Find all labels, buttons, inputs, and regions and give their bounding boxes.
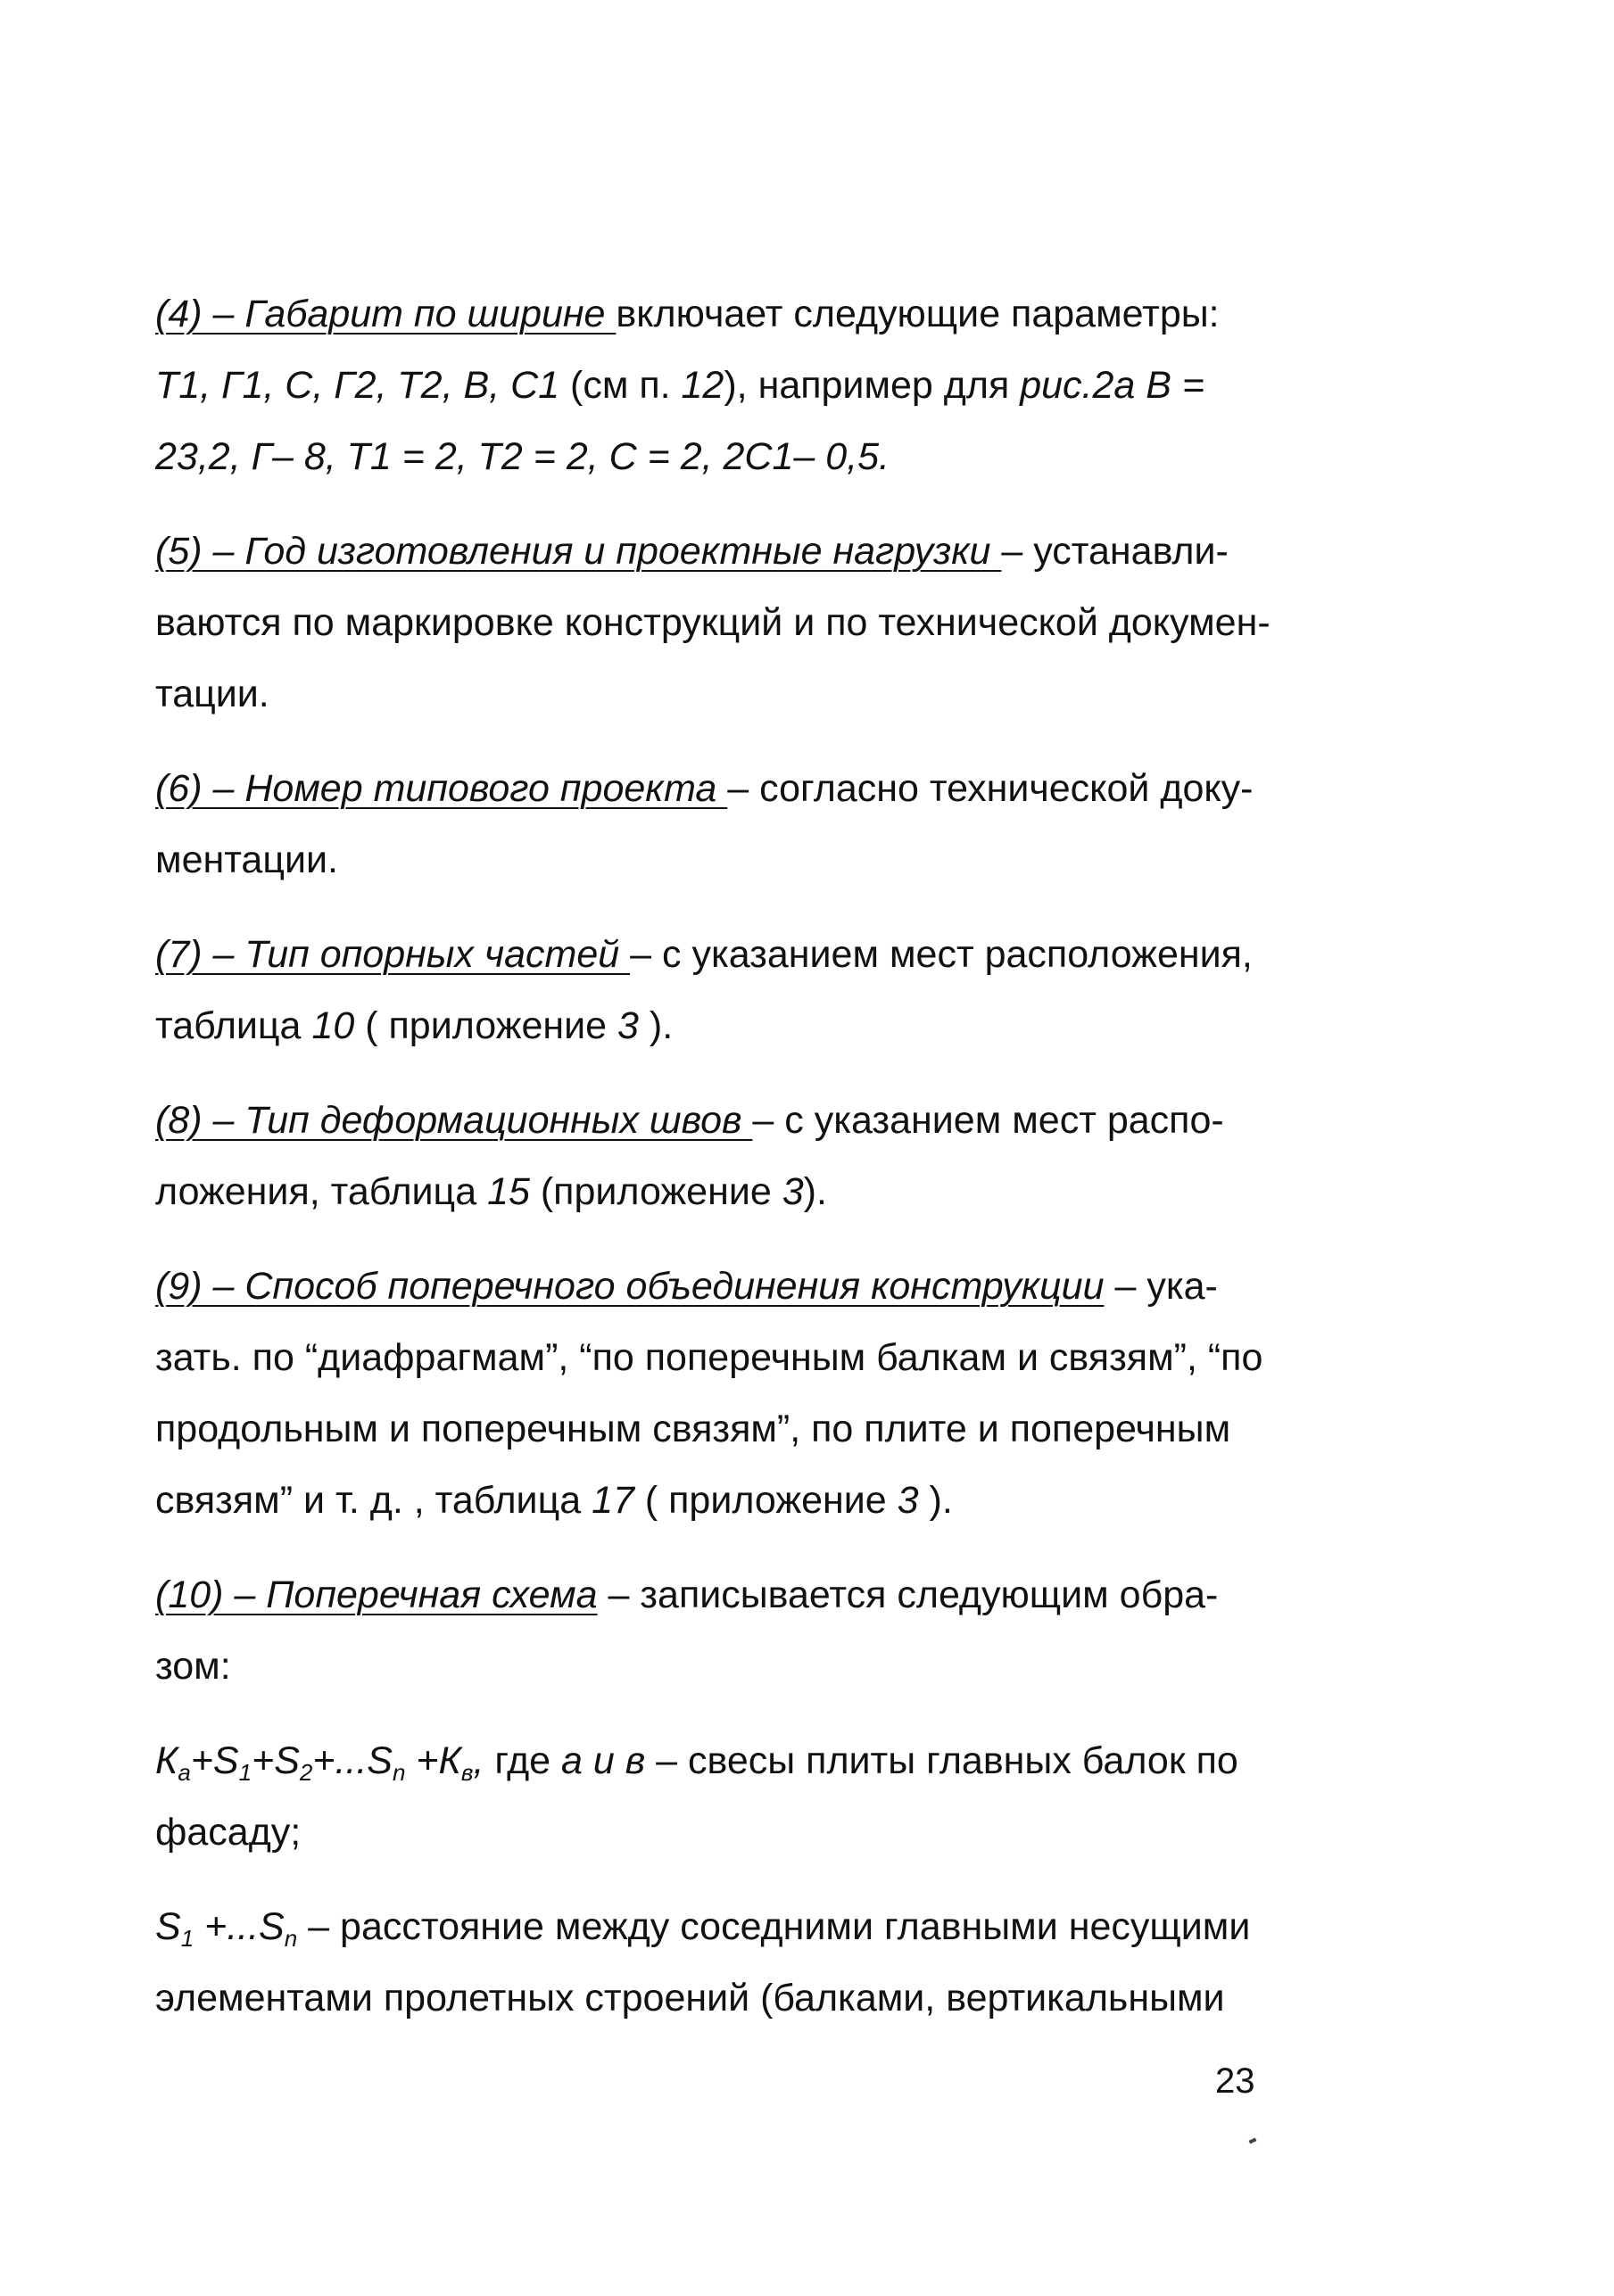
line [155,350,1271,421]
subscript: 2 [299,1759,313,1786]
s-definition-paragraph [155,1891,1271,2034]
appendix-number: 3 [617,1004,639,1047]
formula-symbol: +S [252,1739,300,1782]
text: ложения, таблица [155,1170,488,1213]
formula-symbol: S [155,1905,181,1948]
appendix-number: 3 [897,1479,919,1522]
line [155,919,1271,990]
table-number: 15 [487,1170,530,1213]
line [155,278,1271,350]
paragraph-10 [155,1559,1271,1702]
text: – записывается следующим обра- [597,1573,1219,1616]
subscript: n [284,1925,298,1952]
text: – с указанием мест распо- [752,1099,1224,1142]
formula-symbol: К [155,1739,178,1782]
subscript: n [392,1759,406,1786]
line: продольным и поперечным связям”, по плите и поперечным [155,1408,1231,1450]
line [155,1465,1271,1536]
text: – с указанием мест расположения, [630,933,1253,976]
table-number: 17 [592,1479,634,1522]
line [155,1085,1271,1156]
text: ). [803,1170,827,1213]
text: ). [638,1004,674,1047]
text: – устанавли- [1001,530,1229,573]
paragraph-4 [155,278,1271,492]
line: ваются по маркировке конструкций и по технической докумен- [155,601,1271,644]
line [155,421,1271,492]
text: – расстояние между соседними главными несущими [297,1905,1251,1948]
formula-variables: а и в [561,1739,646,1782]
subscript: 1 [238,1759,252,1786]
paragraph-6 [155,753,1271,896]
paragraph-heading: (5) – Год изготовления и проектные нагрузки [155,530,1002,573]
paragraph-7 [155,919,1271,1061]
line [155,753,1271,824]
line [155,990,1271,1061]
scan-speck [1249,2137,1257,2143]
line [155,1251,1271,1322]
formula-symbol: +К [405,1739,461,1782]
paragraph-8 [155,1085,1271,1227]
paragraph-5 [155,516,1271,730]
formula-symbol: +...S [194,1905,285,1948]
figure-reference: рис.2а В = [1020,364,1204,407]
line [155,1559,1271,1631]
text: – согласно технической доку- [727,767,1254,810]
line: фасаду; [155,1811,302,1854]
subscript: а [178,1759,191,1786]
text: (приложение [529,1170,782,1213]
text: (см п. [559,364,682,407]
line [155,516,1271,587]
formula-symbol: +...S [312,1739,393,1782]
paragraph-heading: (6) – Номер типового проекта [155,767,728,810]
table-number: 10 [311,1004,355,1047]
line: элементами пролетных строений (балками, вертикальными [155,1977,1225,2019]
subscript: 1 [180,1925,195,1952]
text: – ука- [1104,1265,1218,1308]
page-body [155,278,1271,2057]
paragraph-heading: (10) – Поперечная схема [155,1573,598,1616]
formula-symbol: +S [190,1739,239,1782]
text: – свесы плиты главных балок по [645,1739,1238,1782]
text: ( приложение [633,1479,898,1522]
formula-line [155,1891,1271,1962]
line: тации. [155,673,269,715]
line [155,1156,1271,1227]
line: зать. по “диафрагмам”, “по поперечным балкам и связям”, “по [155,1336,1263,1379]
paragraph-heading: (9) – Способ поперечного объединения конструкции [155,1265,1105,1308]
paragraph-heading: (4) – Габарит по ширине [155,293,617,335]
paragraph-heading: (8) – Тип деформационных швов [155,1099,753,1142]
appendix-number: 3 [782,1170,804,1213]
parameter-list: Т1, Г1, С, Г2, Т2, В, С1 [155,364,560,407]
text: таблица [155,1004,312,1047]
paragraph-heading: (7) – Тип опорных частей [155,933,631,976]
text: где [484,1739,562,1782]
formula-line [155,1725,1271,1796]
subscript: в [460,1759,474,1786]
text: ). [918,1479,953,1522]
line: ментации. [155,838,338,881]
formula-paragraph [155,1725,1271,1868]
parameter-values: 23,2, Г– 8, Т1 = 2, Т2 = 2, С = 2, 2С1– 0,5. [155,435,890,478]
text: ( приложение [354,1004,618,1047]
page-number: 23 [1215,2061,1255,2101]
text: связям” и т. д. , таблица [155,1479,592,1522]
text: включает следующие параметры: [616,293,1220,335]
formula-symbol: , [473,1739,484,1782]
text: ), например для [724,364,1021,407]
line: зом: [155,1645,231,1688]
paragraph-9 [155,1251,1271,1536]
reference-number: 12 [681,364,724,407]
